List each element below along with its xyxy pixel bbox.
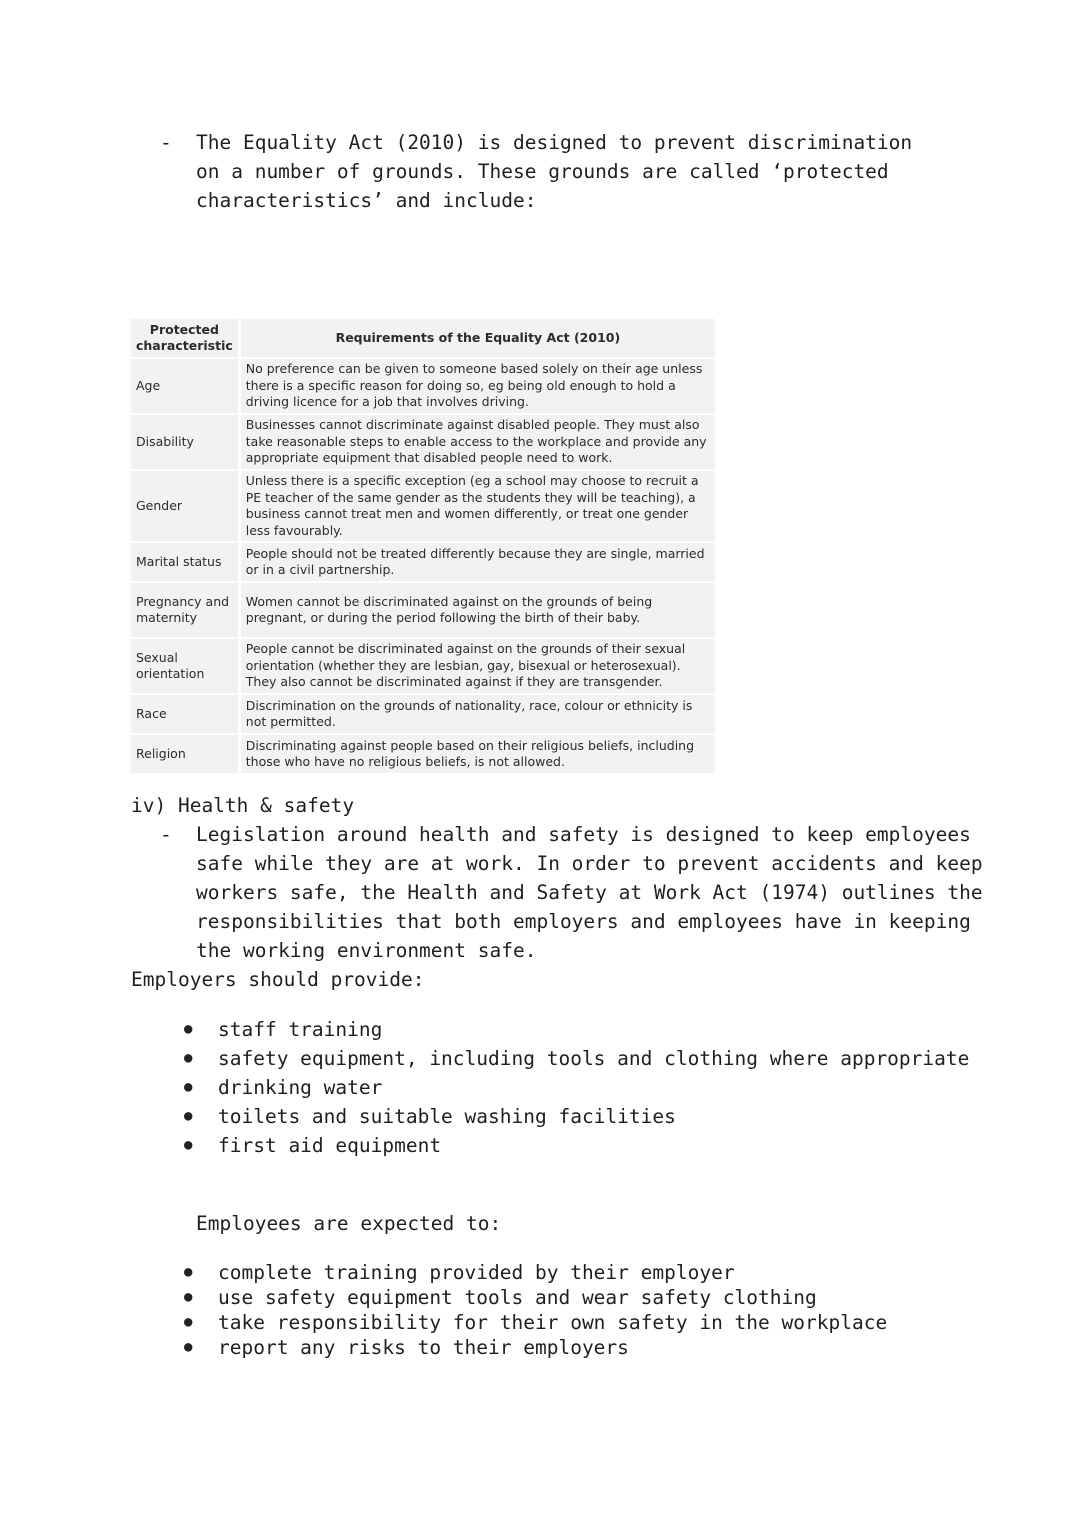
column-header-characteristic: Protected characteristic [131, 319, 239, 358]
list-item: ● safety equipment, including tools and clothing where appropriate [131, 1044, 991, 1073]
requirement-cell: People cannot be discriminated against on the grounds of their sexual orientation (whether they are lesbian, gay, bisexual or heterosexual). They also cannot be discriminated against if they are transgender. [239, 638, 716, 694]
table-row [131, 470, 717, 542]
characteristic-cell: Religion [131, 734, 239, 774]
intro-text: The Equality Act (2010) is designed to prevent discrimination on a number of grounds. These grounds are called ‘protected characteristics’ and include: [196, 131, 913, 212]
table-row [131, 542, 717, 582]
requirement-cell: Unless there is a specific exception (eg a school may choose to recruit a PE teacher of the same gender as the students they will be teaching), a business cannot treat men and women differently, or treat one gender less favourably. [239, 470, 716, 542]
table-row [131, 638, 717, 694]
list-item: ● toilets and suitable washing facilities [131, 1102, 991, 1131]
health-safety-section [131, 791, 991, 994]
characteristic-cell: Pregnancy and maternity [131, 582, 239, 638]
requirement-cell: People should not be treated differently because they are single, married or in a civil partnership. [239, 542, 716, 582]
list-item: ● complete training provided by their employer [131, 1260, 991, 1285]
health-safety-text: Legislation around health and safety is designed to keep employees safe while they are at work. In order to prevent accidents and keep workers safe, the Health and Safety at Work Act (1974) outlines the responsibilities that both employers and employees have in keeping the working environment safe. [196, 823, 983, 962]
requirement-cell: Discrimination on the grounds of nationality, race, colour or ethnicity is not permitted. [239, 694, 716, 734]
list-item: ● take responsibility for their own safety in the workplace [131, 1310, 991, 1335]
dash-bullet: - [160, 823, 172, 846]
table-row [131, 414, 717, 470]
characteristic-cell: Race [131, 694, 239, 734]
requirement-cell: Businesses cannot discriminate against disabled people. They must also take reasonable steps to enable access to the workplace and provide any appropriate equipment that disabled people need to work. [239, 414, 716, 470]
list-item: ● first aid equipment [131, 1131, 991, 1160]
section-heading: iv) Health & safety [131, 794, 355, 817]
table-header-row [131, 319, 717, 358]
dash-bullet: - [160, 131, 172, 154]
employers-list [131, 1015, 991, 1160]
list-item: ● staff training [131, 1015, 991, 1044]
characteristic-cell: Disability [131, 414, 239, 470]
health-safety-paragraph [160, 820, 991, 965]
intro-paragraph [160, 128, 960, 215]
characteristic-cell: Gender [131, 470, 239, 542]
column-header-requirements: Requirements of the Equality Act (2010) [239, 319, 716, 358]
employers-intro: Employers should provide: [131, 968, 425, 991]
table-row [131, 734, 717, 774]
characteristic-cell: Sexual orientation [131, 638, 239, 694]
characteristic-cell: Marital status [131, 542, 239, 582]
employees-list [131, 1260, 991, 1360]
requirement-cell: Women cannot be discriminated against on the grounds of being pregnant, or during the period following the birth of their baby. [239, 582, 716, 638]
list-item: ● drinking water [131, 1073, 991, 1102]
list-item: ● use safety equipment tools and wear safety clothing [131, 1285, 991, 1310]
table-row [131, 582, 717, 638]
requirement-cell: Discriminating against people based on their religious beliefs, including those who have no religious beliefs, is not allowed. [239, 734, 716, 774]
table-row [131, 694, 717, 734]
characteristic-cell: Age [131, 358, 239, 414]
table-row [131, 358, 717, 414]
equality-act-table [131, 319, 718, 775]
employees-intro: Employees are expected to: [196, 1212, 502, 1235]
list-item: ● report any risks to their employers [131, 1335, 991, 1360]
requirement-cell: No preference can be given to someone based solely on their age unless there is a specific reason for doing so, eg being old enough to hold a driving licence for a job that involves driving. [239, 358, 716, 414]
